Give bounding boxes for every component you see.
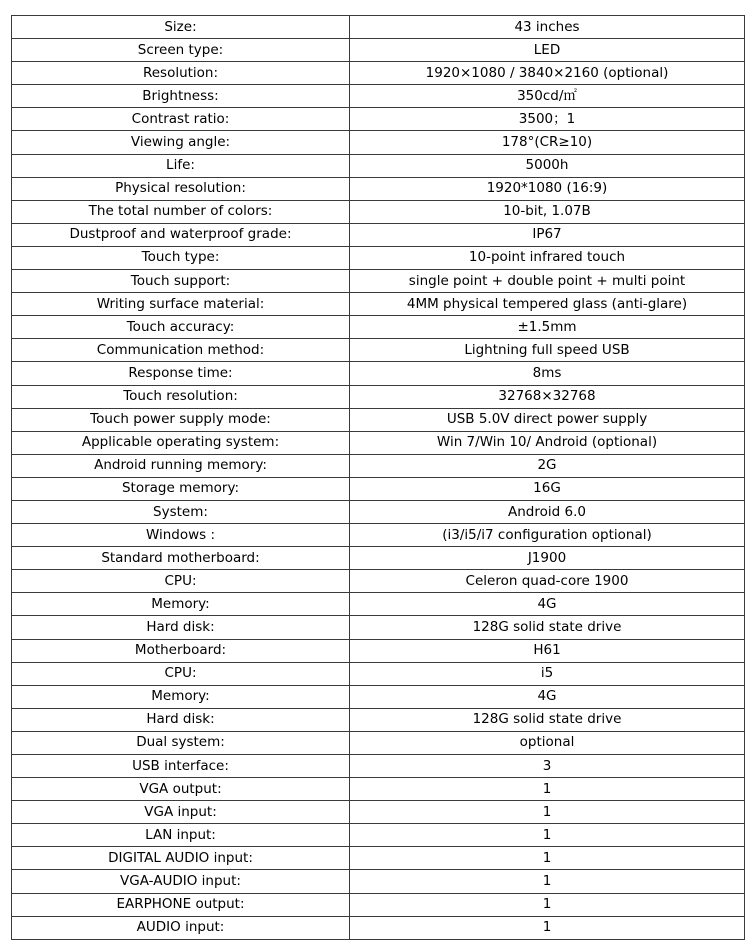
- spec-value: Win 7/Win 10/ Android (optional): [350, 431, 745, 454]
- spec-row: [12, 801, 745, 824]
- spec-value: 4G: [350, 593, 745, 616]
- spec-label: Standard motherboard:: [12, 547, 350, 570]
- spec-row: [12, 824, 745, 847]
- spec-value: 43 inches: [350, 16, 745, 39]
- spec-label: Android running memory:: [12, 454, 350, 477]
- spec-value: 1: [350, 801, 745, 824]
- spec-label: Communication method:: [12, 339, 350, 362]
- spec-row: [12, 847, 745, 870]
- spec-value: 32768×32768: [350, 385, 745, 408]
- spec-value: 4MM physical tempered glass (anti-glare): [350, 293, 745, 316]
- spec-value: USB 5.0V direct power supply: [350, 408, 745, 431]
- spec-value: 16G: [350, 477, 745, 500]
- spec-row: [12, 916, 745, 939]
- spec-value: 2G: [350, 454, 745, 477]
- spec-value: 3: [350, 755, 745, 778]
- spec-row: [12, 639, 745, 662]
- spec-row: [12, 39, 745, 62]
- spec-row: [12, 85, 745, 108]
- spec-label: Hard disk:: [12, 708, 350, 731]
- spec-value: 8ms: [350, 362, 745, 385]
- spec-value: optional: [350, 731, 745, 754]
- spec-row: [12, 408, 745, 431]
- spec-row: [12, 154, 745, 177]
- spec-row: [12, 246, 745, 269]
- spec-value: 5000h: [350, 154, 745, 177]
- spec-label: DIGITAL AUDIO input:: [12, 847, 350, 870]
- spec-row: [12, 362, 745, 385]
- spec-row: [12, 316, 745, 339]
- spec-value: IP67: [350, 223, 745, 246]
- spec-label: Response time:: [12, 362, 350, 385]
- spec-label: Touch resolution:: [12, 385, 350, 408]
- spec-label: Writing surface material:: [12, 293, 350, 316]
- spec-value: 128G solid state drive: [350, 708, 745, 731]
- spec-label: Touch support:: [12, 270, 350, 293]
- spec-row: [12, 177, 745, 200]
- spec-value: (i3/i5/i7 configuration optional): [350, 524, 745, 547]
- spec-value: Lightning full speed USB: [350, 339, 745, 362]
- spec-row: [12, 339, 745, 362]
- spec-row: [12, 708, 745, 731]
- spec-label: VGA input:: [12, 801, 350, 824]
- spec-row: [12, 731, 745, 754]
- spec-table: [11, 15, 745, 940]
- spec-row: [12, 570, 745, 593]
- spec-label: Memory:: [12, 685, 350, 708]
- spec-value: 1: [350, 824, 745, 847]
- spec-label: Windows :: [12, 524, 350, 547]
- spec-label: CPU:: [12, 570, 350, 593]
- spec-row: [12, 685, 745, 708]
- spec-label: Touch type:: [12, 246, 350, 269]
- spec-value: 3500；1: [350, 108, 745, 131]
- spec-label: VGA-AUDIO input:: [12, 870, 350, 893]
- spec-label: Brightness:: [12, 85, 350, 108]
- spec-label: Resolution:: [12, 62, 350, 85]
- spec-value: i5: [350, 662, 745, 685]
- spec-label: Motherboard:: [12, 639, 350, 662]
- spec-label: Life:: [12, 154, 350, 177]
- spec-value: 1920×1080 / 3840×2160 (optional): [350, 62, 745, 85]
- spec-row: [12, 662, 745, 685]
- spec-value: H61: [350, 639, 745, 662]
- spec-row: [12, 385, 745, 408]
- spec-value: LED: [350, 39, 745, 62]
- spec-label: Contrast ratio:: [12, 108, 350, 131]
- spec-label: Dustproof and waterproof grade:: [12, 223, 350, 246]
- spec-row: [12, 477, 745, 500]
- spec-label: System:: [12, 500, 350, 523]
- spec-row: [12, 755, 745, 778]
- spec-value: Android 6.0: [350, 500, 745, 523]
- spec-row: [12, 270, 745, 293]
- spec-row: [12, 616, 745, 639]
- spec-label: VGA output:: [12, 778, 350, 801]
- spec-label: Storage memory:: [12, 477, 350, 500]
- spec-table-body: [12, 16, 745, 940]
- spec-row: [12, 500, 745, 523]
- spec-row: [12, 524, 745, 547]
- spec-row: [12, 547, 745, 570]
- spec-label: Dual system:: [12, 731, 350, 754]
- spec-value: 1: [350, 893, 745, 916]
- spec-row: [12, 62, 745, 85]
- spec-label: Hard disk:: [12, 616, 350, 639]
- spec-value: Celeron quad-core 1900: [350, 570, 745, 593]
- spec-value: 1: [350, 778, 745, 801]
- spec-row: [12, 454, 745, 477]
- spec-row: [12, 870, 745, 893]
- spec-row: [12, 200, 745, 223]
- spec-value: 178°(CR≥10): [350, 131, 745, 154]
- spec-label: CPU:: [12, 662, 350, 685]
- spec-value: 1: [350, 916, 745, 939]
- spec-value: ±1.5mm: [350, 316, 745, 339]
- spec-label: LAN input:: [12, 824, 350, 847]
- spec-row: [12, 778, 745, 801]
- spec-label: Physical resolution:: [12, 177, 350, 200]
- spec-value: 10-point infrared touch: [350, 246, 745, 269]
- spec-label: Touch power supply mode:: [12, 408, 350, 431]
- spec-value: 128G solid state drive: [350, 616, 745, 639]
- spec-value: 10-bit, 1.07B: [350, 200, 745, 223]
- spec-row: [12, 293, 745, 316]
- spec-label: EARPHONE output:: [12, 893, 350, 916]
- spec-value: 350cd/㎡: [350, 85, 745, 108]
- spec-label: Touch accuracy:: [12, 316, 350, 339]
- spec-value: J1900: [350, 547, 745, 570]
- spec-value: 1920*1080 (16:9): [350, 177, 745, 200]
- spec-label: Memory:: [12, 593, 350, 616]
- spec-value: 4G: [350, 685, 745, 708]
- spec-row: [12, 593, 745, 616]
- spec-label: Viewing angle:: [12, 131, 350, 154]
- spec-label: USB interface:: [12, 755, 350, 778]
- spec-label: Screen type:: [12, 39, 350, 62]
- spec-label: AUDIO input:: [12, 916, 350, 939]
- spec-row: [12, 893, 745, 916]
- spec-row: [12, 431, 745, 454]
- spec-label: The total number of colors:: [12, 200, 350, 223]
- spec-row: [12, 131, 745, 154]
- spec-value: single point + double point + multi point: [350, 270, 745, 293]
- spec-value: 1: [350, 847, 745, 870]
- spec-label: Size:: [12, 16, 350, 39]
- spec-value: 1: [350, 870, 745, 893]
- spec-row: [12, 108, 745, 131]
- spec-row: [12, 16, 745, 39]
- spec-label: Applicable operating system:: [12, 431, 350, 454]
- spec-row: [12, 223, 745, 246]
